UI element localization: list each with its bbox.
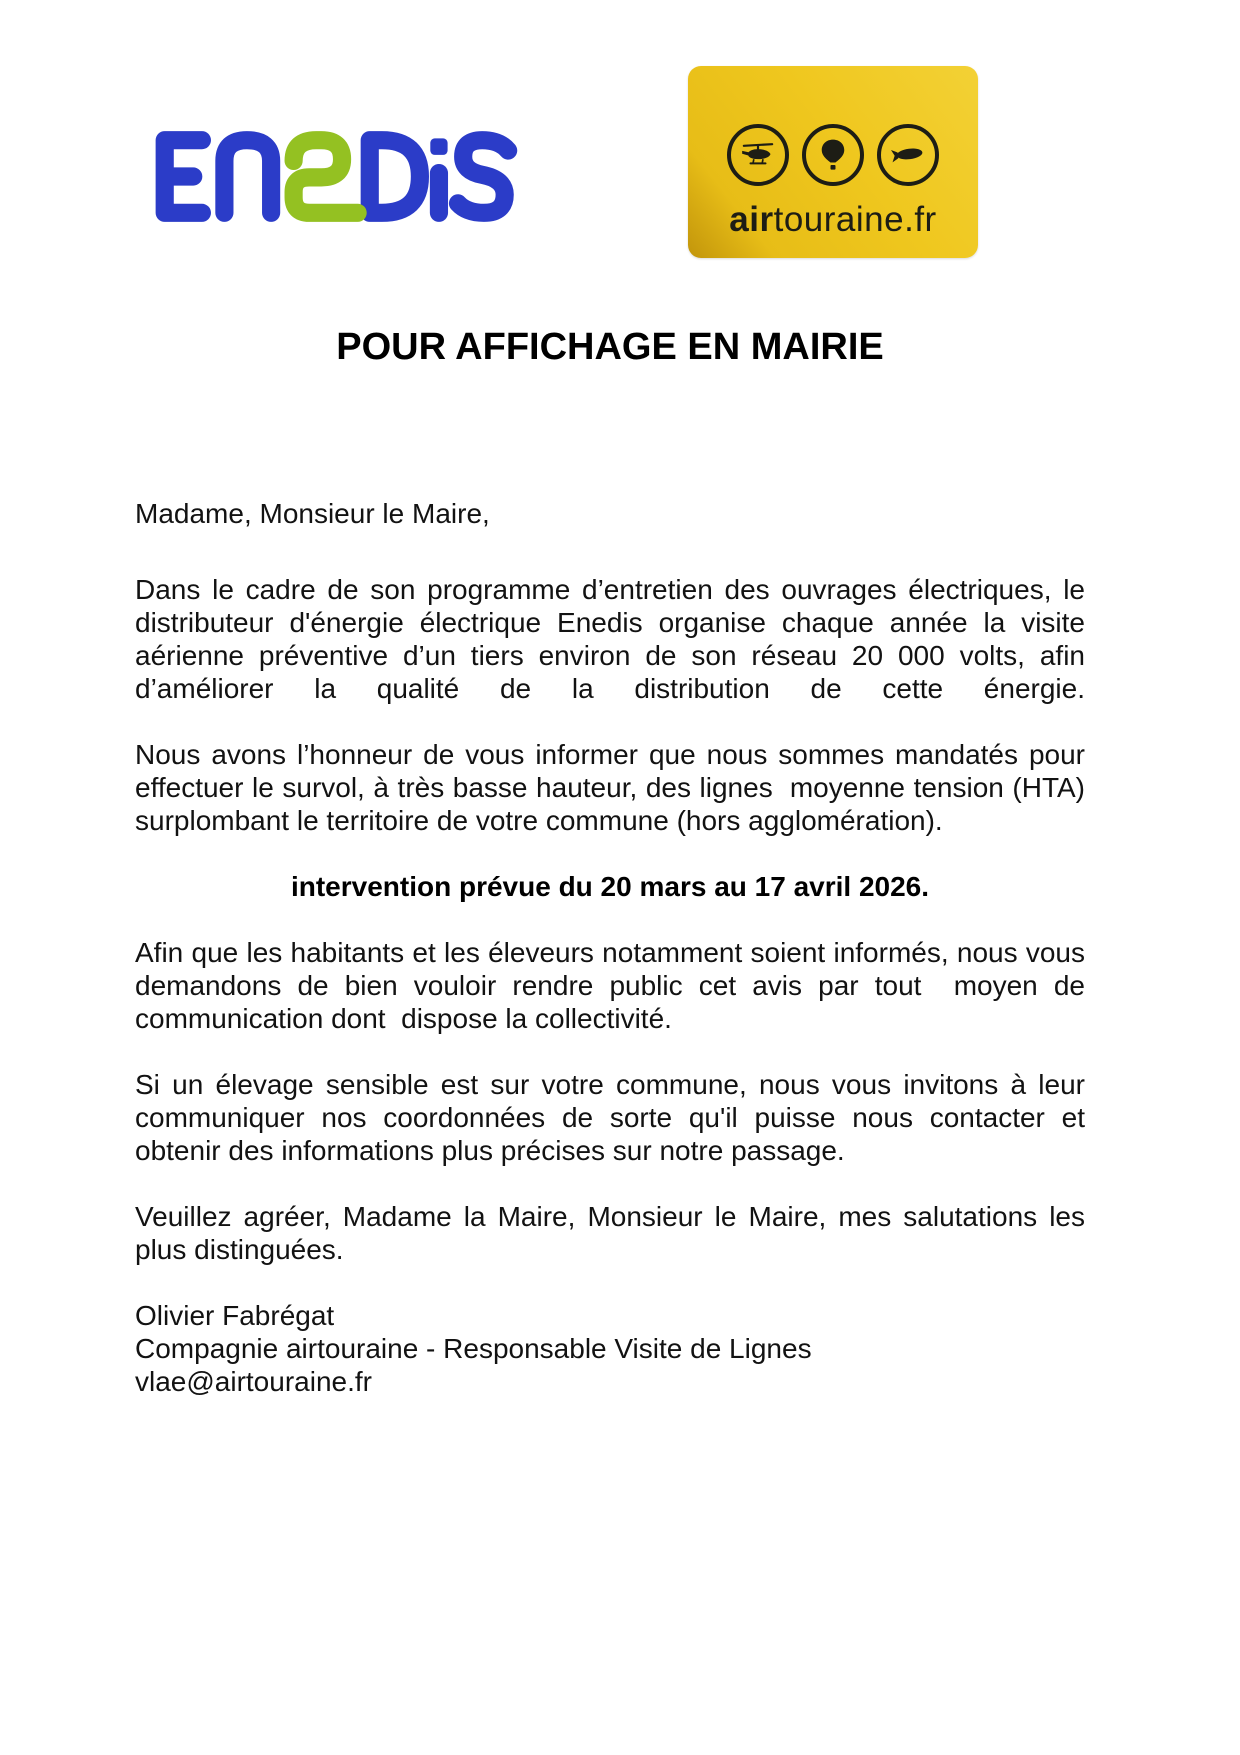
salutation: Madame, Monsieur le Maire,	[135, 498, 490, 529]
paragraph-3: Afin que les habitants et les éleveurs notamment soient informés, nous vous demandons de bien vouloir rendre public cet avis par tout moyen de communication dont dispose la collectivité.	[135, 937, 1093, 1034]
airtouraine-word-rest: touraine.fr	[773, 200, 937, 239]
airtouraine-word-bold: air	[729, 200, 774, 239]
balloon-icon	[802, 124, 864, 186]
airship-icon	[877, 124, 939, 186]
signature-email: vlae@airtouraine.fr	[135, 1366, 372, 1397]
paragraph-4: Si un élevage sensible est sur votre commune, nous vous invitons à leur communiquer nos coordonnées de sorte qu'il puisse nous contacter et obtenir des informations plus précises sur notre passage.	[135, 1069, 1093, 1166]
paragraph-2: Nous avons l’honneur de vous informer que nous sommes mandatés pour effectuer le survol, à très basse hauteur, des lignes moyenne tension (HTA) surplombant le territoire de votre commune (hors agglomération).	[135, 739, 1093, 836]
paragraph-5: Veuillez agréer, Madame la Maire, Monsieur le Maire, mes salutations les plus distinguées.	[135, 1201, 1093, 1265]
signature-name: Olivier Fabrégat	[135, 1300, 335, 1331]
airtouraine-icons-row	[688, 124, 978, 186]
signature-role: Compagnie airtouraine - Responsable Visite de Lignes	[135, 1333, 812, 1364]
airtouraine-logo	[688, 66, 978, 258]
paragraph-1: Dans le cadre de son programme d’entretien des ouvrages électriques, le distributeur d'énergie électrique Enedis organise chaque année la visite aérienne préventive d’un tiers environ de son réseau 20 000 volts, afin d’améliorer la qualité de la distribution de cette énergie.	[135, 574, 1093, 704]
signature-block	[135, 1299, 1085, 1398]
letter-body	[135, 497, 1093, 1398]
airtouraine-wordmark	[688, 200, 978, 240]
page-title: POUR AFFICHAGE EN MAIRIE	[336, 326, 884, 368]
enedis-logo	[150, 128, 522, 225]
enedis-wordmark-icon	[150, 128, 522, 225]
intervention-dates: intervention prévue du 20 mars au 17 avril 2026.	[290, 871, 930, 902]
helicopter-icon	[727, 124, 789, 186]
